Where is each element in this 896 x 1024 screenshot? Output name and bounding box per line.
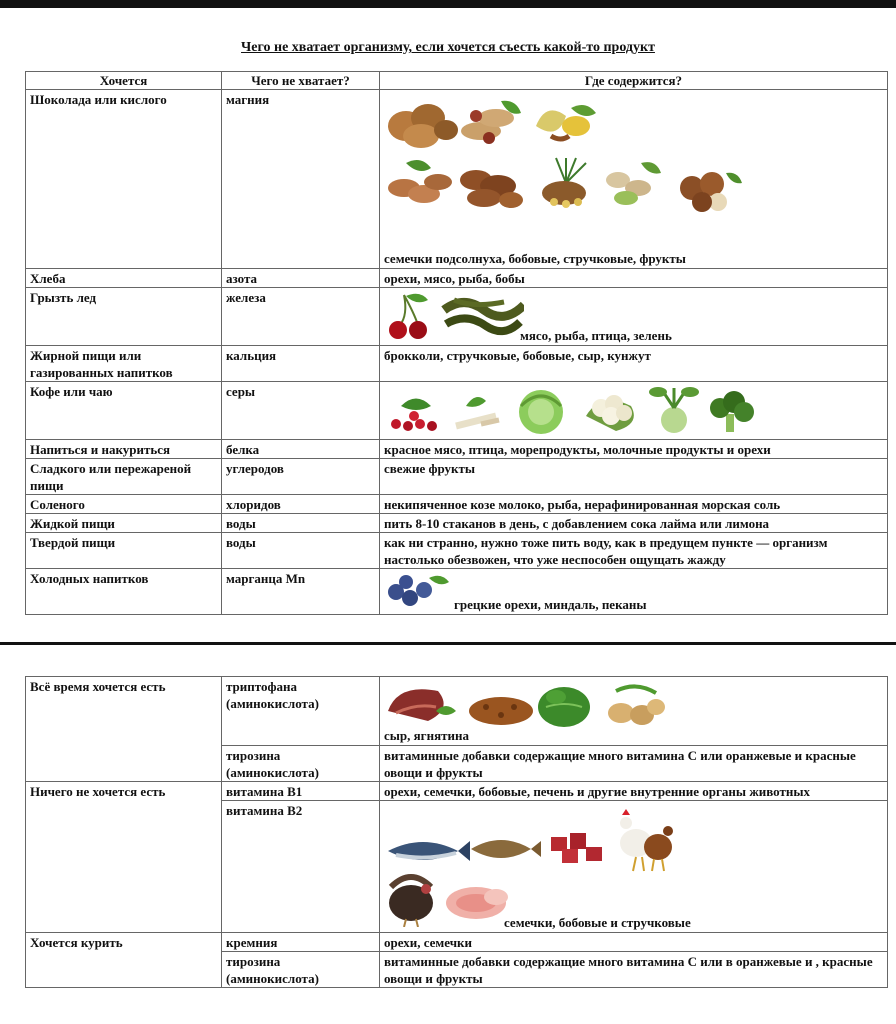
chickens-image	[620, 809, 673, 871]
peanuts-image	[461, 101, 521, 144]
lack-cell: марганца Mn	[222, 569, 380, 615]
beef-cubes-image	[551, 833, 602, 863]
source-text: семечки, бобовые и стручковые	[504, 915, 691, 930]
lack-cell: серы	[222, 382, 380, 440]
source-text: грецкие орехи, миндаль, пеканы	[454, 597, 647, 612]
header-source: Где содержится?	[380, 72, 888, 90]
want-cell: Шоколада или кислого	[26, 90, 222, 269]
source-cell: красное мясо, птица, морепродукты, молочные продукты и орехи	[380, 440, 888, 459]
table-row	[26, 346, 888, 382]
table-row	[26, 459, 888, 495]
lack-cell: белка	[222, 440, 380, 459]
table-row	[26, 569, 888, 615]
want-cell: Жидкой пищи	[26, 514, 222, 533]
pecans-image	[460, 170, 523, 208]
table-row	[26, 90, 888, 269]
page-title: Чего не хватает организму, если хочется съесть какой-то продукт	[241, 40, 655, 55]
broccoli-image	[710, 391, 754, 432]
lack-cell: воды	[222, 514, 380, 533]
cabbage-image	[519, 390, 563, 434]
header-lack: Чего не хватает?	[222, 72, 380, 90]
source-cell: свежие фрукты	[380, 459, 888, 495]
pistachios-image	[606, 162, 661, 205]
horseradish-image	[456, 397, 499, 426]
header-want: Хочется	[26, 72, 222, 90]
source-cell: как ни странно, нужно тоже пить воду, как в предущем пункте — организм настолько обезвожен, что уже неспособен ощущать жажду	[380, 533, 888, 569]
source-cell: витаминные добавки содержащие много витамина С или в оранжевые и , красные овощи и фрукты	[380, 952, 888, 988]
lamb-meat-image	[388, 689, 456, 721]
source-cell	[380, 382, 888, 440]
source-cell: пить 8-10 стаканов в день, с добавлением сока лайма или лимона	[380, 514, 888, 533]
cherries-image	[389, 294, 428, 339]
walnuts-image	[388, 104, 458, 148]
lack-cell: витамина В1	[222, 782, 380, 801]
want-cell: Кофе или чаю	[26, 382, 222, 440]
table-row	[26, 288, 888, 346]
almonds-image	[388, 160, 452, 203]
sulfur-pictures	[386, 386, 766, 436]
source-cell: брокколи, стручковые, бобовые, сыр, кунжут	[380, 346, 888, 382]
source-cell: орехи, семечки, бобовые, печень и другие внутренние органы животных	[380, 782, 888, 801]
blueberries-image	[388, 575, 449, 606]
source-cell: орехи, семечки	[380, 933, 888, 952]
flounder-image	[471, 840, 541, 858]
lack-cell: тирозина (аминокислота)	[222, 952, 380, 988]
tryptophan-pictures	[386, 681, 676, 731]
want-cell: Всё время хочется есть	[26, 677, 222, 782]
section-divider	[0, 642, 896, 645]
source-text: мясо, рыба, птица, зелень	[520, 328, 672, 343]
top-border-bar	[0, 0, 896, 8]
iron-pictures	[384, 290, 524, 342]
want-cell: Хлеба	[26, 269, 222, 288]
tuna-image	[388, 841, 470, 861]
appetite-table	[25, 676, 888, 988]
lack-cell: триптофана (аминокислота)	[222, 677, 380, 746]
lack-cell: хлоридов	[222, 495, 380, 514]
source-cell	[380, 288, 888, 346]
lack-cell: кремния	[222, 933, 380, 952]
table-row	[26, 495, 888, 514]
table-row	[26, 782, 888, 801]
want-cell: Ничего не хочется есть	[26, 782, 222, 933]
source-text: сыр, ягнятина	[384, 728, 469, 743]
want-cell: Холодных напитков	[26, 569, 222, 615]
lack-cell: углеродов	[222, 459, 380, 495]
table-row	[26, 677, 888, 746]
potatoes-image	[608, 686, 665, 725]
lack-cell: азота	[222, 269, 380, 288]
cashew-image	[536, 105, 596, 139]
lack-cell: витамина В2	[222, 801, 380, 933]
lack-cell: кальция	[222, 346, 380, 382]
b2-pictures	[386, 803, 686, 927]
table-row	[26, 514, 888, 533]
want-cell: Грызть лед	[26, 288, 222, 346]
kohlrabi-image	[649, 387, 699, 433]
magnesium-pictures	[386, 96, 746, 216]
deficiency-table	[25, 71, 888, 615]
source-cell	[380, 801, 888, 933]
source-cell: орехи, мясо, рыба, бобы	[380, 269, 888, 288]
lack-cell: тирозина (аминокислота)	[222, 746, 380, 782]
lack-cell: воды	[222, 533, 380, 569]
pork-image	[446, 887, 508, 919]
want-cell: Напиться и накуриться	[26, 440, 222, 459]
source-cell	[380, 569, 888, 615]
want-cell: Соленого	[26, 495, 222, 514]
table-row	[26, 440, 888, 459]
want-cell: Жирной пищи или газированных напитков	[26, 346, 222, 382]
want-cell: Твердой пищи	[26, 533, 222, 569]
source-cell	[380, 677, 888, 746]
cranberries-image	[391, 399, 437, 432]
want-cell: Хочется курить	[26, 933, 222, 988]
table-row	[26, 269, 888, 288]
source-cell	[380, 90, 888, 269]
table-row	[26, 533, 888, 569]
source-cell: витаминные добавки содержащие много витамина С или оранжевые и красные овощи и фрукты	[380, 746, 888, 782]
cauliflower-image	[586, 395, 634, 431]
table-row	[26, 382, 888, 440]
table-row	[26, 933, 888, 952]
turkey-image	[389, 877, 433, 927]
lack-cell: магния	[222, 90, 380, 269]
source-cell: некипяченное козе молоко, рыба, нерафинированная морская соль	[380, 495, 888, 514]
seaweed-image	[444, 300, 524, 331]
spinach-image	[538, 687, 590, 727]
source-text: семечки подсолнуха, бобовые, стручковые, фрукты	[384, 251, 686, 266]
table-header-row	[26, 72, 888, 90]
pine-nuts-image	[542, 158, 586, 208]
want-cell: Сладкого или пережареной пищи	[26, 459, 222, 495]
lack-cell: железа	[222, 288, 380, 346]
hazelnuts-image	[680, 172, 742, 212]
raisins-image	[469, 697, 533, 725]
manganese-pictures	[384, 570, 454, 610]
